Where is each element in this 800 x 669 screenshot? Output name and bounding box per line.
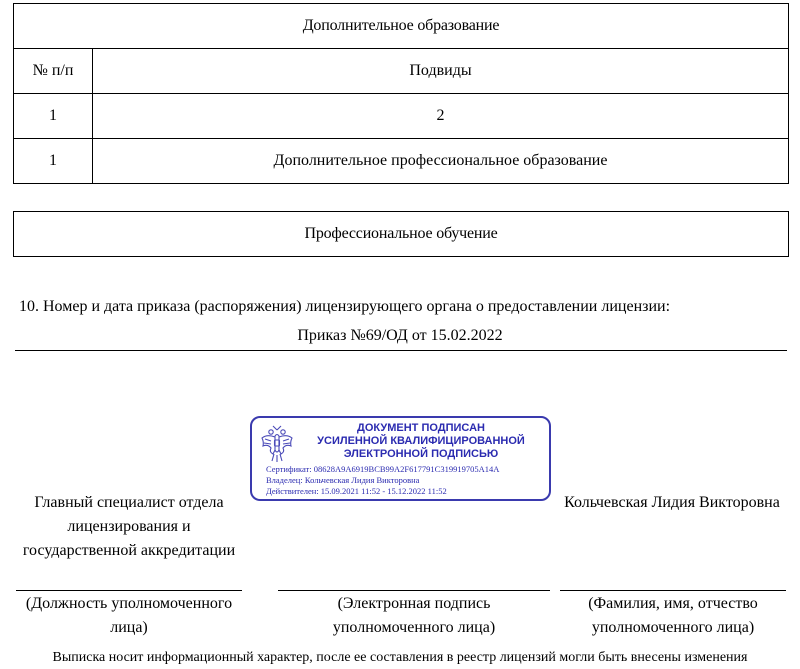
stamp-heading-1: ДОКУМЕНТ ПОДПИСАН <box>357 422 485 434</box>
professional-training-table <box>13 211 789 257</box>
table-row <box>14 94 789 139</box>
table-cell-number: 1 <box>14 94 93 139</box>
electronic-signature-stamp <box>250 416 551 501</box>
stamp-heading-2: УСИЛЕННОЙ КВАЛИФИЦИРОВАННОЙ <box>317 435 525 447</box>
stamp-certificate: Сертификат: 08628A9A6919BCB99A2F617791C319919705A14A <box>266 464 500 474</box>
column-header-subtypes: Подвиды <box>93 49 789 94</box>
table-title: Профессиональное обучение <box>14 212 789 257</box>
table-cell-value: Дополнительное профессиональное образование <box>93 139 789 184</box>
order-underline <box>15 350 787 351</box>
stamp-heading-3: ЭЛЕКТРОННОЙ ПОДПИСЬЮ <box>343 448 499 460</box>
caption-position: (Должность уполномоченного лица) <box>25 595 233 636</box>
caption-name: (Фамилия, имя, отчество уполномоченного лица) <box>588 595 758 636</box>
table-row <box>14 139 789 184</box>
position-underline <box>16 590 242 591</box>
table-cell-number: 1 <box>14 139 93 184</box>
signer-name: Кольчевская Лидия Викторовна <box>564 494 780 511</box>
stamp-owner: Владелец: Кольчевская Лидия Викторовна <box>266 475 420 485</box>
license-order-label: 10. Номер и дата приказа (распоряжения) лицензирующего органа о предоставлении лицензии: <box>19 298 671 315</box>
additional-education-table <box>13 3 789 184</box>
name-underline <box>560 590 786 591</box>
table-title: Дополнительное образование <box>14 4 789 49</box>
column-header-number: № п/п <box>14 49 93 94</box>
license-order-value: Приказ №69/ОД от 15.02.2022 <box>297 327 503 344</box>
stamp-validity: Действителен: 15.09.2021 11:52 - 15.12.2022 11:52 <box>266 486 447 496</box>
signer-position: Главный специалист отдела лицензирования и государственной аккредитации <box>22 494 236 559</box>
footer-disclaimer: Выписка носит информационный характер, после ее составления в реестр лицензий могли быть внесены изменения <box>52 650 748 665</box>
table-cell-value: 2 <box>93 94 789 139</box>
caption-signature: (Электронная подпись уполномоченного лица) <box>332 595 496 636</box>
signature-underline <box>278 590 550 591</box>
coat-of-arms-icon <box>259 424 295 464</box>
